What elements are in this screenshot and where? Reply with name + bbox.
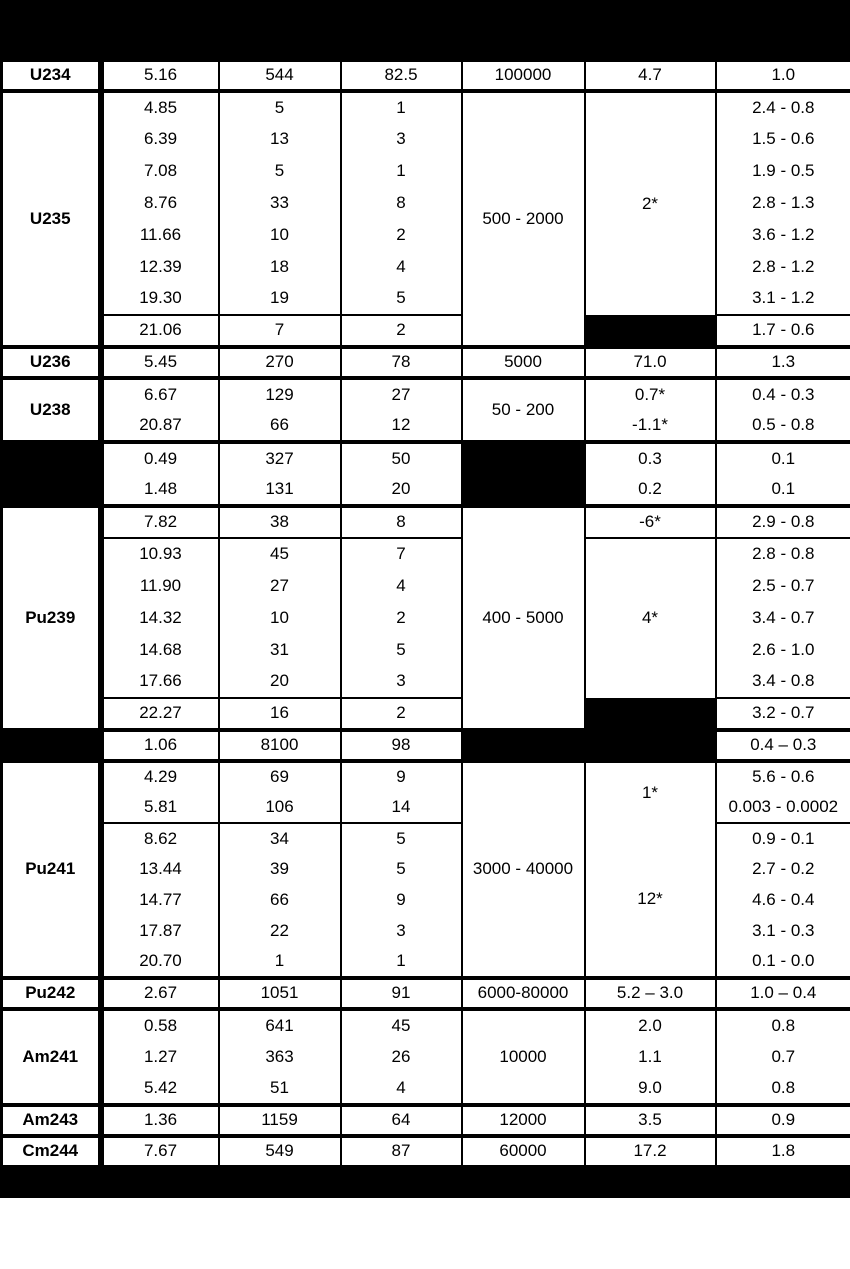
data-cell: 16: [219, 698, 341, 730]
data-cell: 10.93: [101, 538, 219, 570]
data-cell: 2.6 - 1.0: [716, 634, 850, 666]
data-cell: 106: [219, 792, 341, 823]
table-row: [2, 315, 850, 347]
redacted-cell: [585, 315, 716, 347]
data-cell: 5.45: [101, 347, 219, 378]
data-cell: -1.1*: [585, 410, 716, 442]
data-cell: 3000 - 40000: [462, 761, 585, 978]
table-row: [2, 761, 850, 792]
data-cell: 38: [219, 506, 341, 538]
data-cell: 2: [341, 219, 462, 251]
data-cell: 0.7*: [585, 378, 716, 410]
data-cell: 5.81: [101, 792, 219, 823]
table-row: [2, 347, 850, 378]
data-cell: 6.39: [101, 123, 219, 155]
table-row: [2, 978, 850, 1009]
data-cell: 13: [219, 123, 341, 155]
data-cell: 3.5: [585, 1105, 716, 1136]
data-cell: 34: [219, 823, 341, 854]
isotope-cell: U234: [2, 60, 101, 91]
data-cell: 11.66: [101, 219, 219, 251]
data-cell: 91: [341, 978, 462, 1009]
data-cell: 0.3: [585, 442, 716, 474]
table-row: [2, 123, 850, 155]
data-cell: 11.90: [101, 570, 219, 602]
data-cell: 6000-80000: [462, 978, 585, 1009]
data-cell: 2.7 - 0.2: [716, 854, 850, 885]
table-row: [2, 442, 850, 474]
data-cell: 5: [341, 283, 462, 315]
data-cell: 1.48: [101, 474, 219, 506]
data-cell: 9: [341, 885, 462, 916]
table-row: [2, 1105, 850, 1136]
data-cell: 10000: [462, 1009, 585, 1105]
redacted-cell: [2, 1167, 850, 1197]
data-cell: 19: [219, 283, 341, 315]
data-cell: 5: [341, 634, 462, 666]
data-cell: 69: [219, 761, 341, 792]
data-cell: 3.1 - 0.3: [716, 916, 850, 947]
data-cell: 0.9 - 0.1: [716, 823, 850, 854]
data-cell: 5: [341, 823, 462, 854]
data-cell: 0.9: [716, 1105, 850, 1136]
redacted-footer-row: [2, 1167, 850, 1197]
data-cell: 45: [219, 538, 341, 570]
table-row: [2, 885, 850, 916]
table-row: [2, 91, 850, 123]
data-cell: 4.29: [101, 761, 219, 792]
data-cell: 500 - 2000: [462, 91, 585, 347]
data-cell: 0.7: [716, 1041, 850, 1073]
isotope-cell: U236: [2, 347, 101, 378]
data-cell: 82.5: [341, 60, 462, 91]
table-row: [2, 251, 850, 283]
redacted-cell: [2, 2, 850, 60]
data-cell: 4: [341, 251, 462, 283]
data-cell: 2.5 - 0.7: [716, 570, 850, 602]
table-row: [2, 602, 850, 634]
data-cell: 3.1 - 1.2: [716, 283, 850, 315]
data-cell: 400 - 5000: [462, 506, 585, 730]
data-cell: 3.2 - 0.7: [716, 698, 850, 730]
data-cell: 5.6 - 0.6: [716, 761, 850, 792]
data-cell: 12.39: [101, 251, 219, 283]
table-row: [2, 1009, 850, 1041]
data-cell: 27: [219, 570, 341, 602]
data-cell: 66: [219, 885, 341, 916]
data-cell: 26: [341, 1041, 462, 1073]
data-cell: 22.27: [101, 698, 219, 730]
data-cell: 12: [341, 410, 462, 442]
data-cell: 21.06: [101, 315, 219, 347]
table-row: [2, 60, 850, 91]
data-cell: 129: [219, 378, 341, 410]
data-cell: 7: [219, 315, 341, 347]
data-cell: 3.4 - 0.7: [716, 602, 850, 634]
data-cell: 1*: [585, 761, 716, 823]
data-cell: 8.62: [101, 823, 219, 854]
data-cell: 4: [341, 570, 462, 602]
table-row: [2, 1041, 850, 1073]
data-cell: 1051: [219, 978, 341, 1009]
data-cell: 7.08: [101, 155, 219, 187]
redacted-cell: [462, 730, 585, 761]
data-cell: 14.77: [101, 885, 219, 916]
table-row: [2, 1136, 850, 1167]
data-cell: 2.9 - 0.8: [716, 506, 850, 538]
data-cell: 10: [219, 219, 341, 251]
data-cell: 71.0: [585, 347, 716, 378]
data-cell: 0.49: [101, 442, 219, 474]
data-cell: 13.44: [101, 854, 219, 885]
data-cell: 270: [219, 347, 341, 378]
data-cell: 4: [341, 1073, 462, 1105]
data-cell: 1.27: [101, 1041, 219, 1073]
data-cell: 17.87: [101, 916, 219, 947]
data-cell: 5000: [462, 347, 585, 378]
data-cell: 1: [341, 947, 462, 978]
table-row: [2, 947, 850, 978]
data-cell: 31: [219, 634, 341, 666]
data-cell: 1.36: [101, 1105, 219, 1136]
data-cell: 51: [219, 1073, 341, 1105]
data-cell: 2.8 - 1.2: [716, 251, 850, 283]
data-cell: 2*: [585, 91, 716, 315]
isotope-cell: U235: [2, 91, 101, 347]
data-cell: 549: [219, 1136, 341, 1167]
data-cell: 5: [219, 91, 341, 123]
data-cell: 50: [341, 442, 462, 474]
data-cell: 4.7: [585, 60, 716, 91]
data-cell: 22: [219, 916, 341, 947]
table-row: [2, 698, 850, 730]
data-cell: 8.76: [101, 187, 219, 219]
data-cell: 1.9 - 0.5: [716, 155, 850, 187]
redacted-header-row: [2, 2, 850, 60]
data-cell: 2.8 - 0.8: [716, 538, 850, 570]
data-cell: 3: [341, 123, 462, 155]
data-table-body: [2, 2, 850, 1197]
data-cell: 3: [341, 916, 462, 947]
table-row: [2, 634, 850, 666]
data-cell: 1159: [219, 1105, 341, 1136]
data-cell: 0.8: [716, 1073, 850, 1105]
data-cell: 363: [219, 1041, 341, 1073]
data-cell: 5.42: [101, 1073, 219, 1105]
data-cell: 0.4 – 0.3: [716, 730, 850, 761]
data-cell: 20: [341, 474, 462, 506]
data-cell: 14.32: [101, 602, 219, 634]
data-cell: 50 - 200: [462, 378, 585, 442]
data-cell: 2: [341, 698, 462, 730]
data-cell: 2.4 - 0.8: [716, 91, 850, 123]
data-cell: 544: [219, 60, 341, 91]
table-row: [2, 378, 850, 410]
data-cell: 20.70: [101, 947, 219, 978]
data-cell: 2: [341, 602, 462, 634]
table-row: [2, 187, 850, 219]
data-cell: 66: [219, 410, 341, 442]
data-cell: 7.67: [101, 1136, 219, 1167]
data-cell: 5: [341, 854, 462, 885]
data-cell: 3.4 - 0.8: [716, 666, 850, 698]
data-cell: 12000: [462, 1105, 585, 1136]
data-cell: 14: [341, 792, 462, 823]
data-cell: 0.003 - 0.0002: [716, 792, 850, 823]
data-cell: 0.1: [716, 442, 850, 474]
table-row: [2, 155, 850, 187]
data-cell: 8: [341, 506, 462, 538]
data-cell: -6*: [585, 506, 716, 538]
data-cell: 4*: [585, 538, 716, 698]
data-cell: 3.6 - 1.2: [716, 219, 850, 251]
table-row: [2, 1073, 850, 1105]
table-row: [2, 823, 850, 854]
isotope-cell: Pu239: [2, 506, 101, 730]
data-cell: 2.8 - 1.3: [716, 187, 850, 219]
redacted-cell: [2, 442, 101, 506]
data-cell: 1.5 - 0.6: [716, 123, 850, 155]
table-row: [2, 219, 850, 251]
data-cell: 131: [219, 474, 341, 506]
redacted-cell: [2, 730, 101, 761]
data-cell: 0.4 - 0.3: [716, 378, 850, 410]
data-cell: 27: [341, 378, 462, 410]
table-row: [2, 538, 850, 570]
data-cell: 3: [341, 666, 462, 698]
data-cell: 5: [219, 155, 341, 187]
data-cell: 98: [341, 730, 462, 761]
data-cell: 20.87: [101, 410, 219, 442]
data-cell: 1: [341, 155, 462, 187]
data-cell: 39: [219, 854, 341, 885]
data-cell: 45: [341, 1009, 462, 1041]
data-cell: 78: [341, 347, 462, 378]
data-cell: 0.2: [585, 474, 716, 506]
isotope-cell: Am243: [2, 1105, 101, 1136]
data-cell: 1.06: [101, 730, 219, 761]
data-cell: 18: [219, 251, 341, 283]
data-cell: 2.0: [585, 1009, 716, 1041]
data-cell: 8: [341, 187, 462, 219]
data-cell: 4.85: [101, 91, 219, 123]
data-cell: 1.7 - 0.6: [716, 315, 850, 347]
data-cell: 5.16: [101, 60, 219, 91]
data-cell: 100000: [462, 60, 585, 91]
data-cell: 1.1: [585, 1041, 716, 1073]
data-cell: 0.58: [101, 1009, 219, 1041]
data-cell: 2: [341, 315, 462, 347]
data-cell: 9.0: [585, 1073, 716, 1105]
data-cell: 1: [219, 947, 341, 978]
table-row: [2, 792, 850, 823]
data-cell: 9: [341, 761, 462, 792]
data-cell: 20: [219, 666, 341, 698]
data-cell: 4.6 - 0.4: [716, 885, 850, 916]
data-cell: 33: [219, 187, 341, 219]
data-cell: 17.66: [101, 666, 219, 698]
data-cell: 14.68: [101, 634, 219, 666]
data-cell: 7.82: [101, 506, 219, 538]
isotope-cell: Pu242: [2, 978, 101, 1009]
data-cell: 0.1 - 0.0: [716, 947, 850, 978]
table-row: [2, 730, 850, 761]
data-cell: 19.30: [101, 283, 219, 315]
data-cell: 1.0 – 0.4: [716, 978, 850, 1009]
data-cell: 87: [341, 1136, 462, 1167]
data-cell: 5.2 – 3.0: [585, 978, 716, 1009]
redacted-cell: [462, 442, 585, 506]
table-row: [2, 410, 850, 442]
data-cell: 12*: [585, 823, 716, 978]
data-cell: 0.8: [716, 1009, 850, 1041]
data-cell: 17.2: [585, 1136, 716, 1167]
table-row: [2, 916, 850, 947]
data-cell: 327: [219, 442, 341, 474]
data-cell: 1.0: [716, 60, 850, 91]
data-cell: 2.67: [101, 978, 219, 1009]
data-cell: 0.5 - 0.8: [716, 410, 850, 442]
isotope-cell: Pu241: [2, 761, 101, 978]
isotope-cell: Cm244: [2, 1136, 101, 1167]
data-cell: 7: [341, 538, 462, 570]
table-row: [2, 283, 850, 315]
data-cell: 1.3: [716, 347, 850, 378]
table-row: [2, 854, 850, 885]
table-row: [2, 570, 850, 602]
data-cell: 0.1: [716, 474, 850, 506]
isotope-cell: U238: [2, 378, 101, 442]
redacted-cell: [585, 698, 716, 730]
table-row: [2, 474, 850, 506]
data-cell: 64: [341, 1105, 462, 1136]
data-cell: 6.67: [101, 378, 219, 410]
data-cell: 1: [341, 91, 462, 123]
data-cell: 10: [219, 602, 341, 634]
table-row: [2, 506, 850, 538]
redacted-cell: [585, 730, 716, 761]
data-cell: 1.8: [716, 1136, 850, 1167]
isotope-cell: Am241: [2, 1009, 101, 1105]
data-cell: 8100: [219, 730, 341, 761]
table-row: [2, 666, 850, 698]
data-cell: 641: [219, 1009, 341, 1041]
data-cell: 60000: [462, 1136, 585, 1167]
